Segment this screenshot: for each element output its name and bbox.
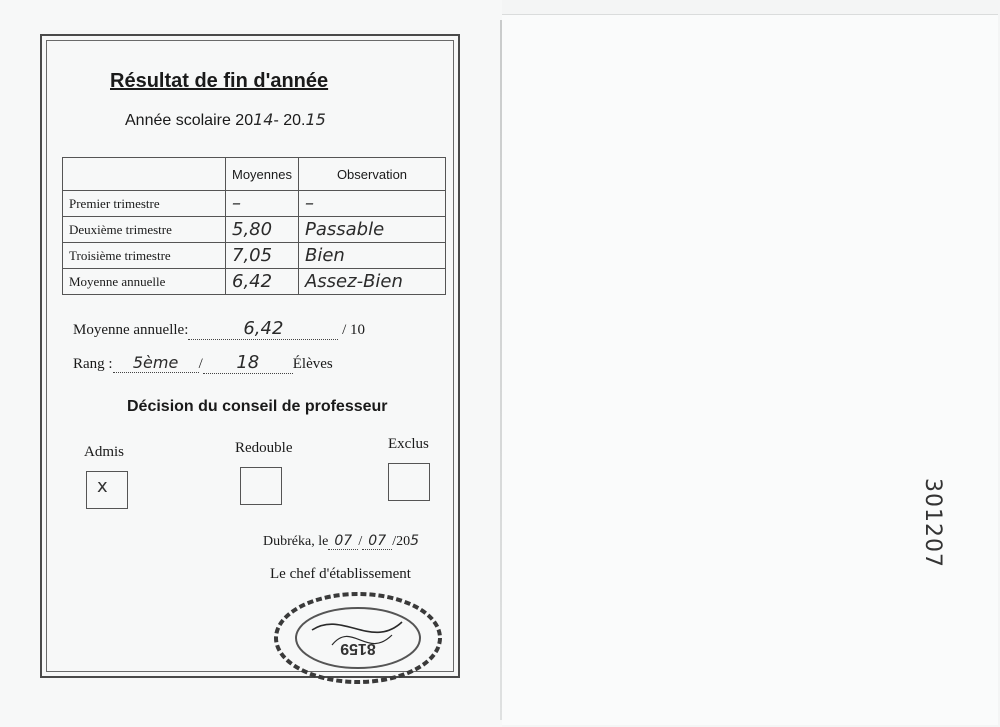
annual-average-line [73, 318, 365, 340]
grades-table [62, 157, 446, 295]
table-row [63, 269, 446, 295]
school-year-label: Année scolaire 20 [125, 112, 254, 129]
row-label: Premier trimestre [63, 191, 226, 217]
date-day: 07 [328, 533, 358, 550]
row-observation: Bien [298, 243, 445, 269]
table-header-row [63, 158, 446, 191]
row-label: Troisième trimestre [63, 243, 226, 269]
document-title: Résultat de fin d'année [110, 70, 329, 92]
right-page-blank [502, 14, 998, 725]
admis-checkbox [86, 471, 128, 509]
row-label: Moyenne annuelle [63, 269, 226, 295]
signatory-title: Le chef d'établissement [270, 566, 411, 582]
row-moyenne: 5,80 [226, 217, 299, 243]
school-year-end: 15 [305, 110, 326, 129]
row-moyenne: 6,42 [226, 269, 299, 295]
date-month: 07 [362, 533, 392, 550]
school-year-mid: - 20. [273, 112, 306, 129]
table-row [63, 217, 446, 243]
school-year [125, 110, 326, 130]
place-date-prefix: Dubréka, le [263, 534, 329, 549]
table-header-observation: Observation [298, 158, 445, 191]
option-admis-label: Admis [84, 444, 125, 460]
row-moyenne: 7,05 [226, 243, 299, 269]
annual-average-scale: / 10 [342, 322, 366, 338]
annual-average-label: Moyenne annuelle: [73, 322, 189, 338]
place-date-line: Dubréka, le 07 / 07 /205 [263, 533, 420, 549]
table-header-blank [63, 158, 226, 191]
margin-handwritten-number: 301207 [920, 478, 945, 568]
table-row [63, 191, 446, 217]
rank-total: 18 [203, 352, 293, 374]
rank-label: Rang : [73, 356, 113, 372]
table-row [63, 243, 446, 269]
official-stamp [272, 590, 444, 686]
rank-suffix: Élèves [292, 356, 333, 372]
row-moyenne: – [226, 191, 299, 217]
date-year-prefix: 20 [396, 534, 411, 549]
annual-average-value: 6,42 [188, 318, 338, 340]
school-year-start: 14 [253, 110, 274, 129]
redouble-checkbox [240, 467, 282, 505]
option-redouble-label: Redouble [235, 440, 293, 456]
check-mark: x [97, 476, 108, 497]
option-exclus-label: Exclus [388, 436, 429, 452]
row-observation: Assez-Bien [298, 269, 445, 295]
row-label: Deuxième trimestre [63, 217, 226, 243]
row-observation: Passable [298, 217, 445, 243]
decision-title: Décision du conseil de professeur [127, 398, 388, 415]
row-observation: – [298, 191, 445, 217]
table-header-moyennes: Moyennes [226, 158, 299, 191]
rank-value: 5ème [113, 353, 199, 373]
stamp-number: 8159 [340, 640, 376, 657]
rank-separator: / [198, 356, 203, 372]
date-year-hw: 5 [410, 533, 420, 549]
exclus-checkbox [388, 463, 430, 501]
rank-line [73, 352, 333, 374]
